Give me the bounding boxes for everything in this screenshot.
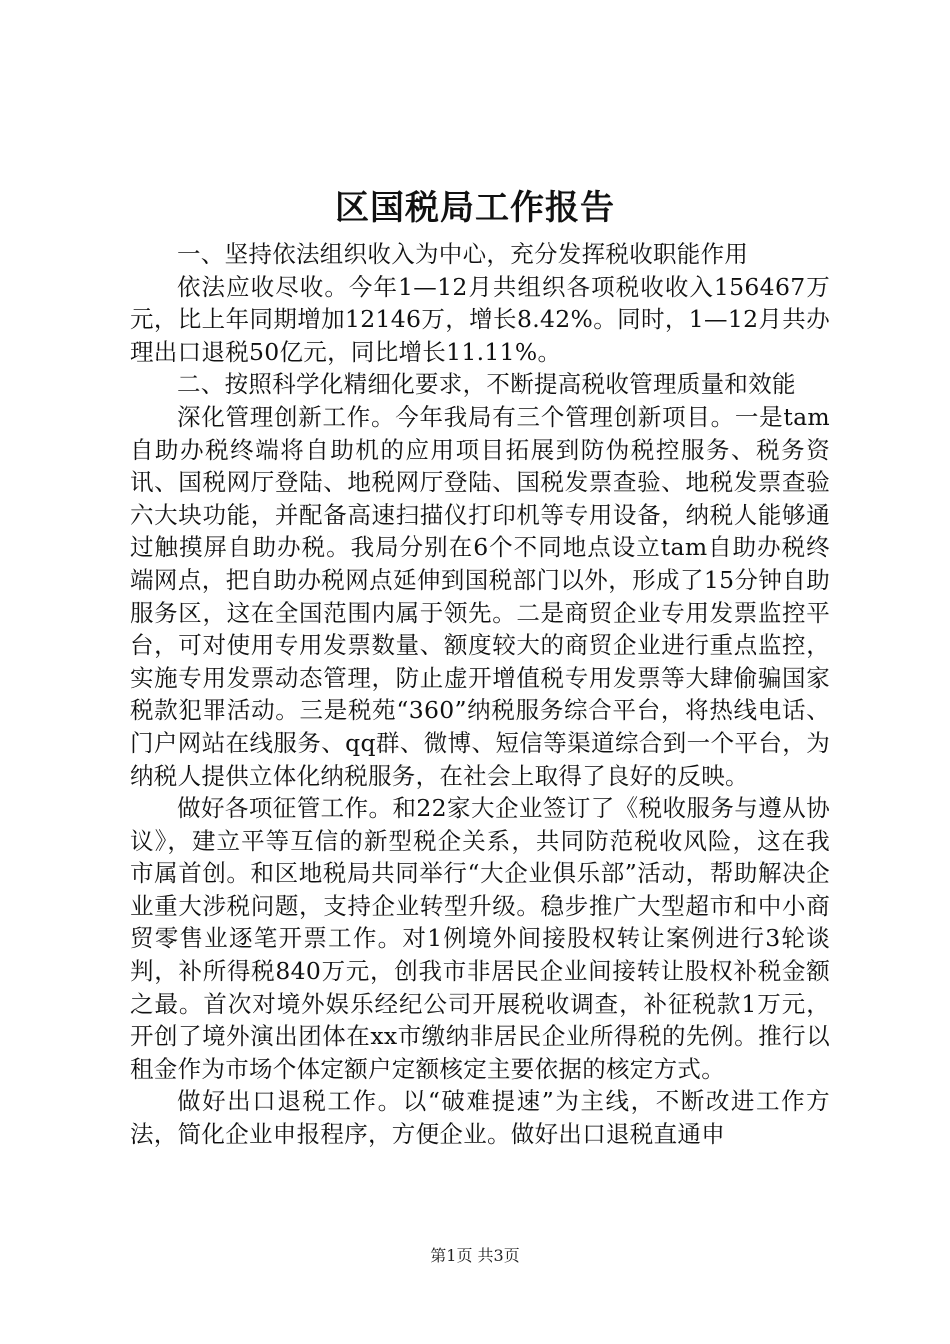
document-body (130, 238, 830, 1151)
paragraph-tax-revenue: 依法应收尽收。今年1—12月共组织各项税收收入156467万元，比上年同期增加12146万，增长8.42%。同时，1—12月共办理出口退税50亿元，同比增长11.11%。 (130, 272, 830, 366)
paragraph-collection-management: 做好各项征管工作。和22家大企业签订了《税收服务与遵从协议》，建立平等互信的新型税企关系，共同防范税收风险，这在我市属首创。和区地税局共同举行“大企业俱乐部”活动，帮助解决企业重大涉税问题，支持企业转型升级。稳步推广大型超市和中小商贸零售业逐笔开票工作。对1例境外间接股权转让案例进行3轮谈判，补所得税840万元，创我市非居民企业间接转让股权补税金额之最。首次对境外娱乐经纪公司开展税收调查，补征税款1万元，开创了境外演出团体在xx市缴纳非居民企业所得税的先例。推行以租金作为市场个体定额户定额核定主要依据的核定方式。 (130, 794, 830, 1083)
paragraph-management-innovation: 深化管理创新工作。今年我局有三个管理创新项目。一是tam自助办税终端将自助机的应用项目拓展到防伪税控服务、税务资讯、国税网厅登陆、地税网厅登陆、国税发票查验、地税发票查验六大块功能，并配备高速扫描仪打印机等专用设备，纳税人能够通过触摸屏自助办税。我局分别在6个不同地点设立tam自助办税终端网点，把自助办税网点延伸到国税部门以外，形成了15分钟自助服务区，这在全国范围内属于领先。二是商贸企业专用发票监控平台，可对使用专用发票数量、额度较大的商贸企业进行重点监控，实施专用发票动态管理，防止虚开增值税专用发票等大肆偷骗国家税款犯罪活动。三是税苑“360”纳税服务综合平台，将热线电话、门户网站在线服务、qq群、微博、短信等渠道综合到一个平台，为纳税人提供立体化纳税服务，在社会上取得了良好的反映。 (130, 402, 830, 790)
document-title: 区国税局工作报告 (335, 188, 615, 228)
paragraph-export-rebate: 做好出口退税工作。以“破难提速”为主线，不断改进工作方法，简化企业申报程序，方便企业。做好出口退税直通申 (130, 1087, 830, 1149)
page-footer: 第1页 共3页 (430, 1246, 520, 1265)
section-heading-1: 一、坚持依法组织收入为中心，充分发挥税收职能作用 (177, 240, 749, 268)
section-heading-2: 二、按照科学化精细化要求，不断提高税收管理质量和效能 (177, 370, 796, 399)
